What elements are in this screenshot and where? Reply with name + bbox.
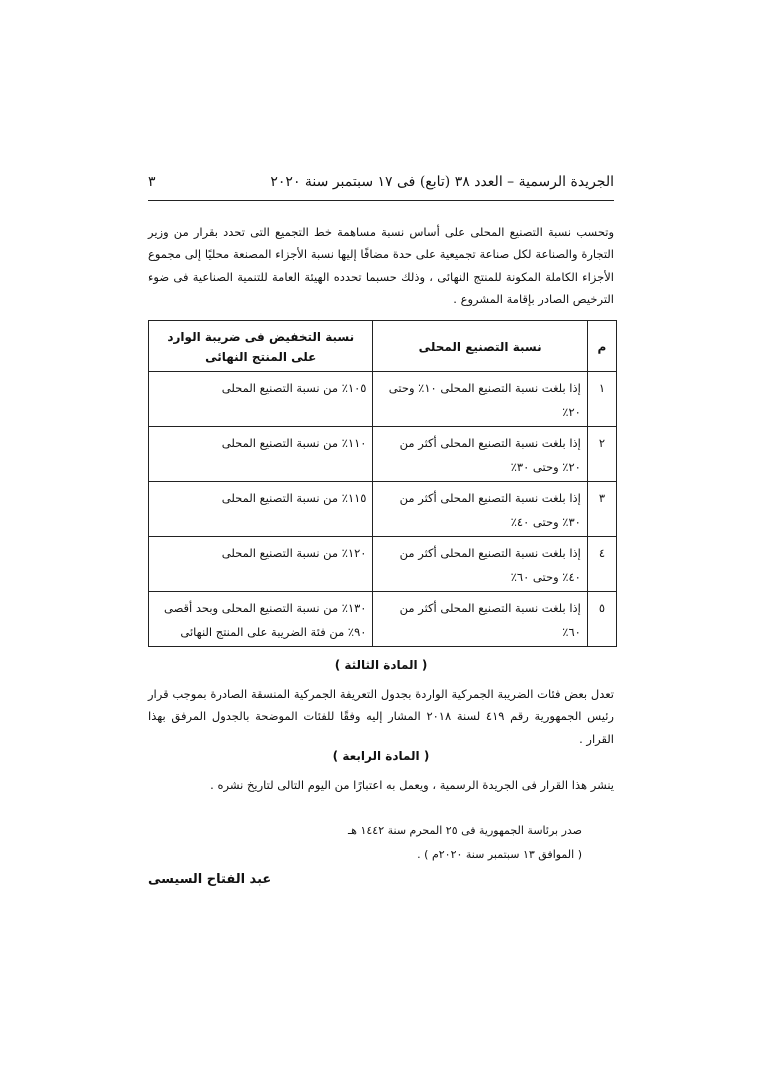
row-reduction: ١١٠٪ من نسبة التصنيع المحلى [149, 427, 373, 482]
article-3-heading: ( المادة الثالثة ) [334, 658, 428, 672]
article-4-heading: ( المادة الرابعة ) [332, 749, 430, 763]
issued-date-gregorian: ( الموافق ١٣ سبتمبر سنة ٢٠٢٠م ) . [417, 848, 582, 861]
intro-paragraph: وتحسب نسبة التصنيع المحلى على أساس نسبة مساهمة خط التجميع التى تحدد بقرار من وزير التجارة والصناعة لكل صناعة تجميعية على حدة مضافًا إليها نسبة الأجزاء المصنعة محليًا إلى مجموع الأجزاء الكاملة المكونة للمنتج النهائى ، وذلك حسبما تحدده الهيئة العامة للتنمية الصناعية فى ضوء الترخيص الصادر بإقامة المشروع . [148, 225, 614, 306]
table-header-row [149, 321, 617, 372]
row-local-ratio: إذا بلغت نسبة التصنيع المحلى أكثر من ٢٠٪ وحتى ٣٠٪ [373, 427, 587, 482]
row-reduction: ١٠٥٪ من نسبة التصنيع المحلى [149, 372, 373, 427]
page-number: ٣ [148, 174, 156, 190]
row-local-ratio: إذا بلغت نسبة التصنيع المحلى أكثر من ٤٠٪ وحتى ٦٠٪ [373, 537, 587, 592]
row-number: ١ [587, 372, 616, 427]
row-number: ٤ [587, 537, 616, 592]
row-reduction: ١١٥٪ من نسبة التصنيع المحلى [149, 482, 373, 537]
table-row [149, 372, 617, 427]
table-row [149, 592, 617, 647]
row-number: ٥ [587, 592, 616, 647]
row-number: ٣ [587, 482, 616, 537]
row-number: ٢ [587, 427, 616, 482]
header-number: م [587, 321, 616, 372]
row-reduction: ١٢٠٪ من نسبة التصنيع المحلى [149, 537, 373, 592]
gazette-header-title: الجريدة الرسمية – العدد ٣٨ (تابع) فى ١٧ سبتمبر سنة ٢٠٢٠ [270, 174, 614, 190]
row-reduction: ١٣٠٪ من نسبة التصنيع المحلى وبحد أقصى ٩٠٪ من فئة الضريبة على المنتج النهائى [149, 592, 373, 647]
table-row [149, 427, 617, 482]
manufacturing-ratio-table [148, 320, 617, 647]
row-local-ratio: إذا بلغت نسبة التصنيع المحلى أكثر من ٣٠٪ وحتى ٤٠٪ [373, 482, 587, 537]
table-row [149, 482, 617, 537]
issued-date-hijri: صدر برئاسة الجمهورية فى ٢٥ المحرم سنة ١٤٤٢ هـ [347, 824, 582, 837]
president-signature: عبد الفتاح السيسى [148, 872, 272, 887]
header-local-ratio: نسبة التصنيع المحلى [373, 321, 587, 372]
row-local-ratio: إذا بلغت نسبة التصنيع المحلى ١٠٪ وحتى ٢٠٪ [373, 372, 587, 427]
row-local-ratio: إذا بلغت نسبة التصنيع المحلى أكثر من ٦٠٪ [373, 592, 587, 647]
header-reduction-ratio: نسبة التخفيض فى ضريبة الوارد على المنتج النهائى [149, 321, 373, 372]
article-3-text: تعدل بعض فئات الضريبة الجمركية الواردة بجدول التعريفة الجمركية المنسقة الصادرة بموجب قرار رئيس الجمهورية رقم ٤١٩ لسنة ٢٠١٨ المشار إليه وفقًا للفئات الموضحة بالجدول المرفق بهذا القرار . [148, 687, 614, 746]
article-4-text: ينشر هذا القرار فى الجريدة الرسمية ، ويعمل به اعتبارًا من اليوم التالى لتاريخ نشره . [210, 778, 614, 792]
page-header [148, 170, 614, 201]
table-row [149, 537, 617, 592]
